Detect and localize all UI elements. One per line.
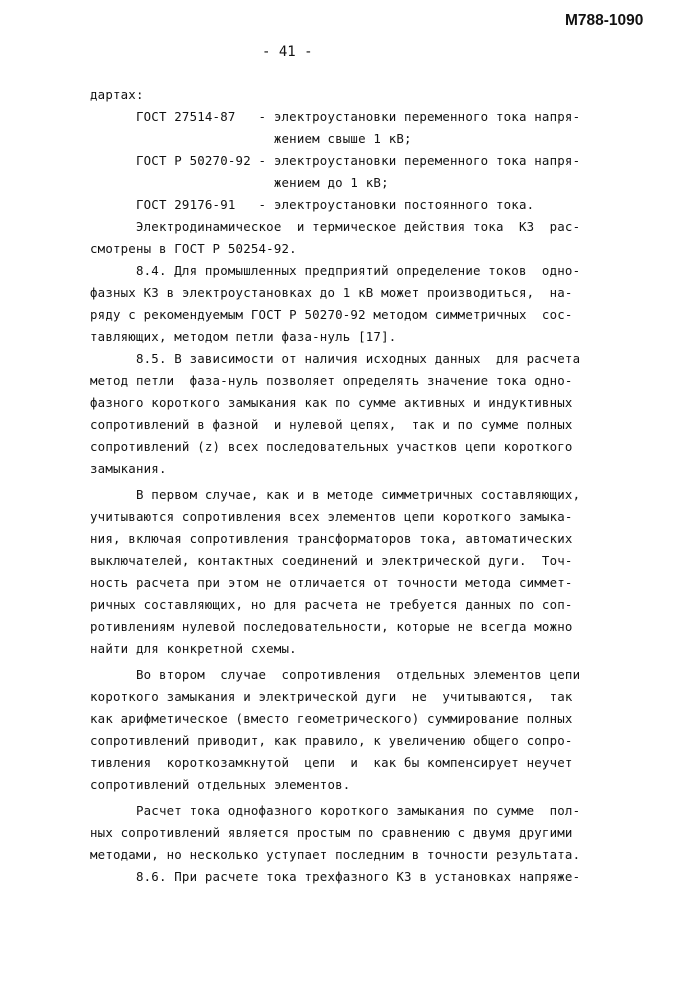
text-line: сопротивлений приводит, как правило, к увеличению общего сопро- — [90, 733, 573, 748]
text-line: ротивлениям нулевой последовательности, которые не всегда можно — [90, 619, 573, 634]
text-line: выключателей, контактных соединений и электрической дуги. Точ- — [90, 553, 573, 568]
document-code: М788-1090 — [565, 12, 644, 29]
text-line: сопротивлений в фазной и нулевой цепях, так и по сумме полных — [90, 417, 573, 432]
text-line: 8.6. При расчете тока трехфазного КЗ в установках напряже- — [90, 869, 581, 884]
text-line: ных сопротивлений является простым по сравнению с двумя другими — [90, 825, 573, 840]
text-line: сопротивлений (z) всех последовательных участков цепи короткого — [90, 439, 573, 454]
text-line: ния, включая сопротивления трансформаторов тока, автоматических — [90, 531, 573, 546]
text-line: ричных составляющих, но для расчета не требуется данных по соп- — [90, 597, 573, 612]
text-line: тавляющих, методом петли фаза-нуль [17]. — [90, 329, 397, 344]
body-text — [90, 84, 581, 888]
text-line: ГОСТ 29176-91 - электроустановки постоянного тока. — [90, 197, 535, 212]
text-line: методами, но несколько уступает последним в точности результата. — [90, 847, 581, 862]
text-line: ГОСТ 27514-87 - электроустановки переменного тока напря- — [90, 109, 581, 124]
text-line: 8.5. В зависимости от наличия исходных данных для расчета — [90, 351, 581, 366]
text-line: Электродинамическое и термическое действия тока КЗ рас- — [90, 219, 581, 234]
text-line: фазных КЗ в электроустановках до 1 кВ может производиться, на- — [90, 285, 573, 300]
text-line: как арифметическое (вместо геометрического) суммирование полных — [90, 711, 573, 726]
text-line: жением до 1 кВ; — [90, 175, 389, 190]
text-line: тивления короткозамкнутой цепи и как бы компенсирует неучет — [90, 755, 573, 770]
text-line: сопротивлений отдельных элементов. — [90, 777, 351, 792]
text-line: дартах: — [90, 87, 144, 102]
text-line: найти для конкретной схемы. — [90, 641, 297, 656]
text-line: короткого замыкания и электрической дуги не учитываются, так — [90, 689, 573, 704]
text-line: замыкания. — [90, 461, 167, 476]
text-line: 8.4. Для промышленных предприятий определение токов одно- — [90, 263, 581, 278]
text-line: Расчет тока однофазного короткого замыкания по сумме пол- — [90, 803, 581, 818]
text-line: жением свыше 1 кВ; — [90, 131, 412, 146]
text-line: фазного короткого замыкания как по сумме активных и индуктивных — [90, 395, 573, 410]
text-line: ность расчета при этом не отличается от точности метода симмет- — [90, 575, 573, 590]
text-line: смотрены в ГОСТ Р 50254-92. — [90, 241, 297, 256]
text-line: метод петли фаза-нуль позволяет определять значение тока одно- — [90, 373, 573, 388]
text-line: Во втором случае сопротивления отдельных элементов цепи — [90, 667, 581, 682]
page-number: - 41 - — [262, 44, 313, 60]
text-line: ГОСТ Р 50270-92 - электроустановки переменного тока напря- — [90, 153, 581, 168]
text-line: В первом случае, как и в методе симметричных составляющих, — [90, 487, 581, 502]
text-line: ряду с рекомендуемым ГОСТ Р 50270-92 методом симметричных сос- — [90, 307, 573, 322]
text-line: учитываются сопротивления всех элементов цепи короткого замыка- — [90, 509, 573, 524]
